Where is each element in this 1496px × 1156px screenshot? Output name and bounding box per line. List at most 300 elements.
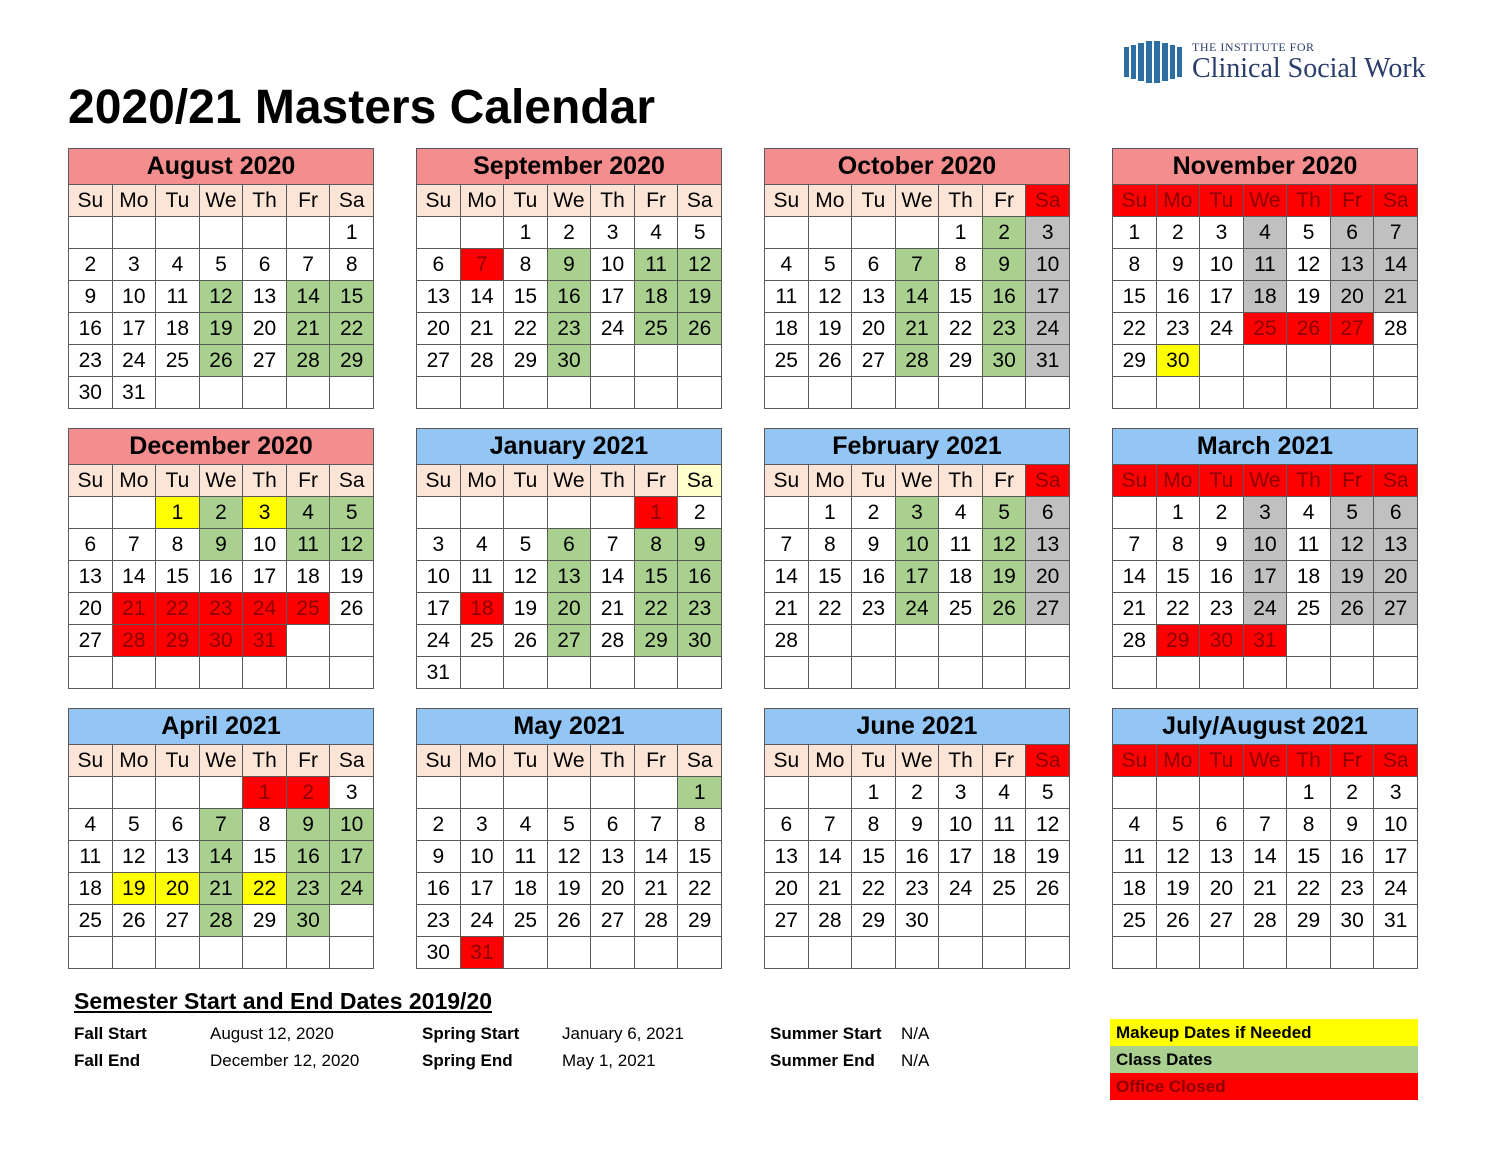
day-cell: 5 (1156, 809, 1200, 841)
empty-cell (69, 497, 113, 529)
day-cell: 27 (1374, 593, 1418, 625)
day-cell: 1 (852, 777, 896, 809)
day-cell: 23 (982, 313, 1026, 345)
empty-cell (417, 377, 461, 409)
day-header: We (895, 185, 939, 217)
day-header: Su (417, 745, 461, 777)
empty-cell (852, 657, 896, 689)
empty-cell (1374, 625, 1418, 657)
empty-cell (895, 625, 939, 657)
empty-cell (591, 937, 635, 969)
day-header: We (1243, 465, 1287, 497)
day-cell: 20 (1330, 281, 1374, 313)
day-cell: 26 (112, 905, 156, 937)
day-cell: 11 (1243, 249, 1287, 281)
day-cell: 28 (765, 625, 809, 657)
empty-cell (547, 497, 591, 529)
month-title: February 2021 (765, 429, 1070, 465)
day-cell: 25 (765, 345, 809, 377)
month-2 (764, 148, 1070, 409)
empty-cell (678, 657, 722, 689)
day-cell: 1 (678, 777, 722, 809)
day-cell: 8 (1113, 249, 1157, 281)
day-cell: 11 (939, 529, 983, 561)
day-header: Th (1287, 465, 1331, 497)
day-cell: 4 (156, 249, 200, 281)
day-cell: 25 (939, 593, 983, 625)
day-cell: 2 (982, 217, 1026, 249)
day-cell: 31 (112, 377, 156, 409)
day-cell: 29 (678, 905, 722, 937)
day-cell: 16 (895, 841, 939, 873)
day-header: Sa (1374, 745, 1418, 777)
day-cell: 22 (634, 593, 678, 625)
empty-cell (895, 377, 939, 409)
day-cell: 27 (765, 905, 809, 937)
day-cell: 22 (852, 873, 896, 905)
empty-cell (1287, 377, 1331, 409)
day-header: Fr (286, 185, 330, 217)
empty-cell (1330, 345, 1374, 377)
day-cell: 28 (634, 905, 678, 937)
day-cell: 9 (417, 841, 461, 873)
day-cell: 15 (634, 561, 678, 593)
day-cell: 14 (1374, 249, 1418, 281)
empty-cell (678, 345, 722, 377)
empty-cell (460, 657, 504, 689)
day-cell: 6 (591, 809, 635, 841)
day-cell: 19 (112, 873, 156, 905)
day-cell: 30 (982, 345, 1026, 377)
day-cell: 30 (678, 625, 722, 657)
day-cell: 29 (243, 905, 287, 937)
day-cell: 21 (808, 873, 852, 905)
day-cell: 1 (156, 497, 200, 529)
day-header: Su (1113, 465, 1157, 497)
day-cell: 17 (895, 561, 939, 593)
month-title: June 2021 (765, 709, 1070, 745)
day-cell: 17 (939, 841, 983, 873)
day-cell: 31 (243, 625, 287, 657)
empty-cell (243, 377, 287, 409)
day-cell: 5 (547, 809, 591, 841)
day-cell: 13 (852, 281, 896, 313)
day-cell: 5 (982, 497, 1026, 529)
empty-cell (156, 657, 200, 689)
month-title: December 2020 (69, 429, 374, 465)
day-header: Mo (112, 185, 156, 217)
day-cell: 11 (460, 561, 504, 593)
day-cell: 12 (1287, 249, 1331, 281)
day-cell: 7 (112, 529, 156, 561)
day-cell: 2 (678, 497, 722, 529)
day-cell: 27 (547, 625, 591, 657)
day-cell: 13 (1330, 249, 1374, 281)
day-cell: 29 (1113, 345, 1157, 377)
day-cell: 1 (1113, 217, 1157, 249)
empty-cell (1026, 657, 1070, 689)
day-cell: 22 (808, 593, 852, 625)
day-cell: 3 (1243, 497, 1287, 529)
empty-cell (852, 625, 896, 657)
day-cell: 4 (982, 777, 1026, 809)
day-cell: 31 (417, 657, 461, 689)
day-cell: 15 (678, 841, 722, 873)
day-cell: 7 (591, 529, 635, 561)
day-header: Su (765, 465, 809, 497)
day-header: Mo (1156, 465, 1200, 497)
day-header: Tu (852, 745, 896, 777)
day-cell: 20 (852, 313, 896, 345)
day-cell: 2 (199, 497, 243, 529)
day-cell: 31 (460, 937, 504, 969)
empty-cell (765, 377, 809, 409)
day-cell: 25 (460, 625, 504, 657)
empty-cell (765, 937, 809, 969)
day-cell: 11 (504, 841, 548, 873)
day-header: Tu (156, 465, 200, 497)
day-cell: 22 (504, 313, 548, 345)
day-header: Su (417, 185, 461, 217)
day-header: Tu (1200, 185, 1244, 217)
day-cell: 15 (808, 561, 852, 593)
day-header: Fr (982, 185, 1026, 217)
day-cell: 15 (330, 281, 374, 313)
day-cell: 30 (69, 377, 113, 409)
day-cell: 29 (504, 345, 548, 377)
empty-cell (330, 937, 374, 969)
day-cell: 26 (982, 593, 1026, 625)
day-cell: 8 (156, 529, 200, 561)
day-cell: 8 (852, 809, 896, 841)
empty-cell (243, 937, 287, 969)
day-cell: 21 (591, 593, 635, 625)
logo-line1: THE INSTITUTE FOR (1192, 40, 1315, 54)
day-cell: 14 (765, 561, 809, 593)
day-cell: 5 (199, 249, 243, 281)
day-cell: 16 (69, 313, 113, 345)
day-cell: 30 (417, 937, 461, 969)
day-cell: 7 (808, 809, 852, 841)
day-cell: 13 (1026, 529, 1070, 561)
day-cell: 13 (69, 561, 113, 593)
day-cell: 10 (591, 249, 635, 281)
empty-cell (286, 937, 330, 969)
empty-cell (1243, 345, 1287, 377)
day-cell: 31 (1374, 905, 1418, 937)
day-cell: 29 (852, 905, 896, 937)
empty-cell (1113, 377, 1157, 409)
day-cell: 12 (199, 281, 243, 313)
day-cell: 2 (417, 809, 461, 841)
day-cell: 3 (939, 777, 983, 809)
day-cell: 28 (1243, 905, 1287, 937)
day-cell: 13 (417, 281, 461, 313)
empty-cell (504, 777, 548, 809)
empty-cell (1374, 345, 1418, 377)
empty-cell (808, 217, 852, 249)
empty-cell (1156, 937, 1200, 969)
day-cell: 3 (460, 809, 504, 841)
day-header: Sa (1374, 465, 1418, 497)
day-cell: 17 (243, 561, 287, 593)
day-cell: 5 (1287, 217, 1331, 249)
day-cell: 25 (982, 873, 1026, 905)
day-cell: 4 (460, 529, 504, 561)
empty-cell (1374, 657, 1418, 689)
day-cell: 9 (69, 281, 113, 313)
empty-cell (199, 657, 243, 689)
month-3 (1112, 148, 1418, 409)
day-cell: 22 (939, 313, 983, 345)
empty-cell (460, 777, 504, 809)
month-7 (1112, 428, 1418, 689)
day-header: Mo (808, 745, 852, 777)
day-header: Sa (678, 465, 722, 497)
day-cell: 9 (547, 249, 591, 281)
day-cell: 19 (330, 561, 374, 593)
day-cell: 23 (199, 593, 243, 625)
day-cell: 14 (199, 841, 243, 873)
day-cell: 15 (504, 281, 548, 313)
day-header: Su (1113, 745, 1157, 777)
day-cell: 24 (591, 313, 635, 345)
empty-cell (634, 345, 678, 377)
day-cell: 12 (112, 841, 156, 873)
day-cell: 24 (417, 625, 461, 657)
summer-end-label: Summer End (770, 1051, 875, 1070)
day-cell: 12 (1026, 809, 1070, 841)
empty-cell (678, 937, 722, 969)
day-cell: 1 (1287, 777, 1331, 809)
day-header: Th (1287, 745, 1331, 777)
empty-cell (634, 657, 678, 689)
day-cell: 2 (547, 217, 591, 249)
day-header: Su (69, 465, 113, 497)
day-cell: 26 (678, 313, 722, 345)
legend-class: Class Dates (1110, 1046, 1418, 1073)
month-title: May 2021 (417, 709, 722, 745)
day-header: We (547, 465, 591, 497)
empty-cell (1287, 937, 1331, 969)
day-cell: 22 (1287, 873, 1331, 905)
day-cell: 1 (330, 217, 374, 249)
day-cell: 6 (417, 249, 461, 281)
empty-cell (1113, 937, 1157, 969)
empty-cell (460, 497, 504, 529)
empty-cell (1026, 905, 1070, 937)
day-cell: 5 (678, 217, 722, 249)
day-cell: 2 (852, 497, 896, 529)
day-header: Th (591, 185, 635, 217)
day-cell: 11 (286, 529, 330, 561)
day-cell: 17 (417, 593, 461, 625)
day-cell: 20 (547, 593, 591, 625)
day-cell: 24 (1200, 313, 1244, 345)
empty-cell (591, 377, 635, 409)
day-cell: 19 (199, 313, 243, 345)
day-cell: 6 (69, 529, 113, 561)
day-cell: 23 (1156, 313, 1200, 345)
day-cell: 30 (1200, 625, 1244, 657)
day-header: We (895, 465, 939, 497)
day-cell: 13 (591, 841, 635, 873)
day-header: We (1243, 185, 1287, 217)
day-cell: 12 (982, 529, 1026, 561)
day-cell: 18 (156, 313, 200, 345)
empty-cell (1113, 497, 1157, 529)
day-cell: 4 (504, 809, 548, 841)
day-cell: 7 (1243, 809, 1287, 841)
day-cell: 19 (1330, 561, 1374, 593)
day-cell: 9 (286, 809, 330, 841)
day-cell: 27 (1200, 905, 1244, 937)
day-cell: 26 (1026, 873, 1070, 905)
day-cell: 4 (1113, 809, 1157, 841)
day-cell: 7 (199, 809, 243, 841)
day-cell: 14 (808, 841, 852, 873)
day-cell: 13 (1374, 529, 1418, 561)
empty-cell (1243, 377, 1287, 409)
day-cell: 21 (1374, 281, 1418, 313)
day-cell: 30 (1330, 905, 1374, 937)
empty-cell (1243, 657, 1287, 689)
day-header: Tu (852, 465, 896, 497)
day-header: Mo (112, 465, 156, 497)
day-header: Mo (1156, 745, 1200, 777)
day-cell: 22 (1156, 593, 1200, 625)
fall-start-label: Fall Start (74, 1024, 147, 1043)
day-cell: 28 (1374, 313, 1418, 345)
empty-cell (939, 377, 983, 409)
empty-cell (678, 377, 722, 409)
empty-cell (504, 377, 548, 409)
day-header: Th (939, 465, 983, 497)
day-cell: 6 (852, 249, 896, 281)
day-cell: 30 (286, 905, 330, 937)
day-cell: 24 (330, 873, 374, 905)
day-cell: 7 (1374, 217, 1418, 249)
empty-cell (112, 497, 156, 529)
day-cell: 18 (504, 873, 548, 905)
day-cell: 7 (895, 249, 939, 281)
day-cell: 24 (1243, 593, 1287, 625)
empty-cell (1330, 377, 1374, 409)
empty-cell (1156, 657, 1200, 689)
spring-end-label: Spring End (422, 1051, 513, 1070)
day-cell: 18 (1287, 561, 1331, 593)
day-cell: 5 (1330, 497, 1374, 529)
day-cell: 26 (504, 625, 548, 657)
legend-closed: Office Closed (1110, 1073, 1418, 1100)
fall-start-value: August 12, 2020 (210, 1024, 334, 1043)
empty-cell (547, 777, 591, 809)
day-cell: 19 (1026, 841, 1070, 873)
day-cell: 10 (895, 529, 939, 561)
empty-cell (330, 657, 374, 689)
day-cell: 17 (1243, 561, 1287, 593)
empty-cell (156, 777, 200, 809)
day-header: Tu (156, 185, 200, 217)
day-cell: 9 (1330, 809, 1374, 841)
empty-cell (286, 625, 330, 657)
day-header: Sa (1026, 185, 1070, 217)
empty-cell (69, 937, 113, 969)
empty-cell (634, 937, 678, 969)
fall-end-label: Fall End (74, 1051, 141, 1070)
day-cell: 9 (199, 529, 243, 561)
day-cell: 7 (286, 249, 330, 281)
day-header: Mo (808, 465, 852, 497)
day-cell: 17 (591, 281, 635, 313)
day-cell: 9 (895, 809, 939, 841)
empty-cell (591, 345, 635, 377)
day-cell: 30 (895, 905, 939, 937)
day-cell: 4 (765, 249, 809, 281)
empty-cell (982, 625, 1026, 657)
day-header: Tu (852, 185, 896, 217)
empty-cell (504, 937, 548, 969)
day-cell: 15 (852, 841, 896, 873)
day-cell: 26 (1330, 593, 1374, 625)
empty-cell (286, 377, 330, 409)
day-cell: 18 (982, 841, 1026, 873)
day-header: We (199, 465, 243, 497)
day-cell: 11 (982, 809, 1026, 841)
empty-cell (417, 497, 461, 529)
day-cell: 25 (634, 313, 678, 345)
day-cell: 11 (156, 281, 200, 313)
empty-cell (1026, 937, 1070, 969)
day-cell: 16 (678, 561, 722, 593)
day-cell: 29 (156, 625, 200, 657)
day-cell: 10 (330, 809, 374, 841)
empty-cell (1026, 625, 1070, 657)
day-cell: 25 (286, 593, 330, 625)
day-header: Mo (460, 185, 504, 217)
spring-start-value: January 6, 2021 (562, 1024, 684, 1043)
day-header: Th (591, 745, 635, 777)
day-cell: 9 (982, 249, 1026, 281)
day-cell: 20 (1200, 873, 1244, 905)
day-cell: 24 (895, 593, 939, 625)
empty-cell (1200, 345, 1244, 377)
empty-cell (286, 657, 330, 689)
empty-cell (243, 657, 287, 689)
day-cell: 26 (199, 345, 243, 377)
day-cell: 23 (1200, 593, 1244, 625)
day-cell: 7 (460, 249, 504, 281)
day-header: We (1243, 745, 1287, 777)
day-cell: 16 (852, 561, 896, 593)
day-cell: 3 (1200, 217, 1244, 249)
day-cell: 21 (460, 313, 504, 345)
summer-end-value: N/A (901, 1051, 930, 1070)
day-cell: 25 (1243, 313, 1287, 345)
day-cell: 2 (1330, 777, 1374, 809)
day-cell: 8 (678, 809, 722, 841)
day-header: Fr (634, 465, 678, 497)
day-cell: 12 (678, 249, 722, 281)
day-cell: 13 (243, 281, 287, 313)
day-header: Mo (460, 745, 504, 777)
day-cell: 11 (1113, 841, 1157, 873)
day-cell: 21 (1113, 593, 1157, 625)
empty-cell (1330, 657, 1374, 689)
day-cell: 19 (678, 281, 722, 313)
day-cell: 16 (1330, 841, 1374, 873)
day-header: Sa (678, 745, 722, 777)
